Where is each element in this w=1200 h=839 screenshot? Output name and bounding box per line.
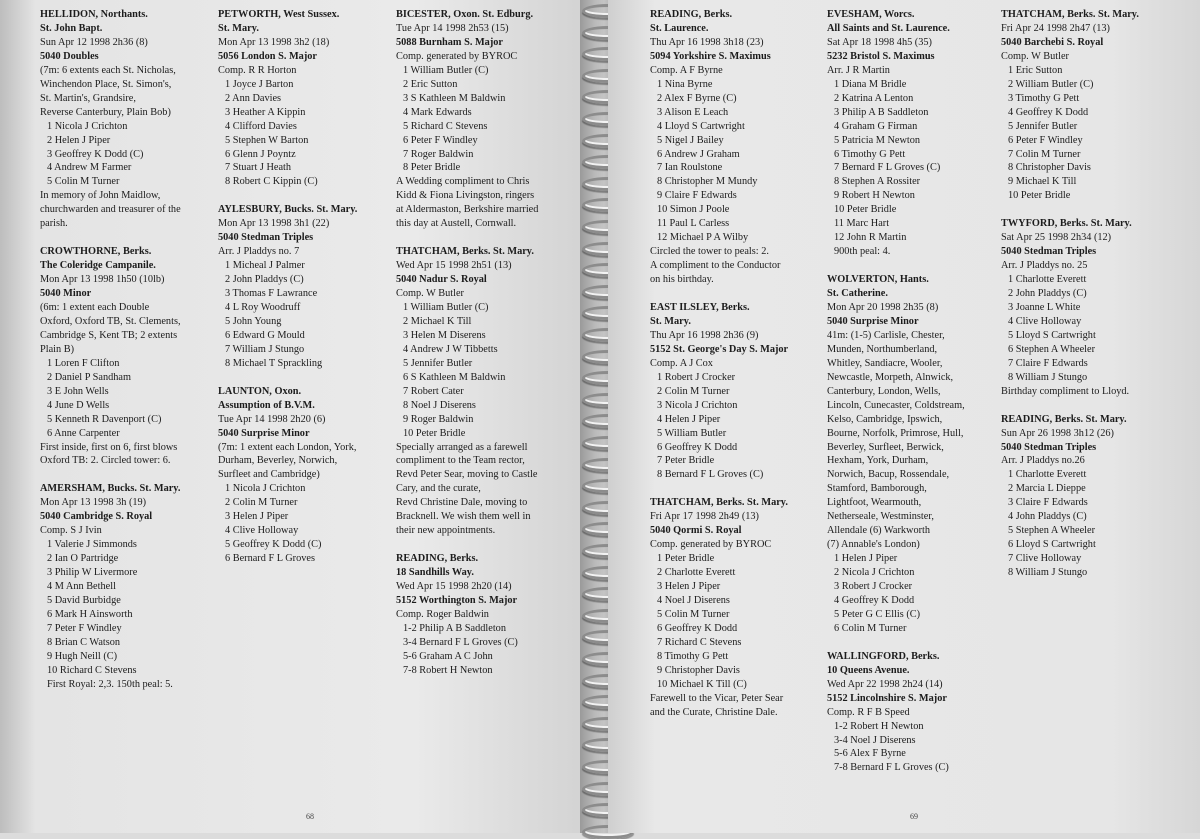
peal-text-line: 6 Anne Carpenter bbox=[47, 427, 120, 439]
peal-text-line: 4 M Ann Bethell bbox=[47, 581, 116, 593]
peal-text-line: 6 Peter F Windley bbox=[403, 134, 478, 146]
peal-text-line: Wed Apr 15 1998 2h20 (14) bbox=[396, 581, 512, 593]
peal-text-line: 6 Peter F Windley bbox=[1008, 134, 1083, 146]
peal-text-line: 7 Claire F Edwards bbox=[1008, 357, 1088, 369]
peal-text-line: Comp. A F Byrne bbox=[650, 64, 723, 76]
peal-heading-line: St. Catherine. bbox=[827, 288, 888, 300]
peal-text-line: 10 Michael K Till (C) bbox=[657, 678, 747, 690]
peal-heading-line: 5152 Worthington S. Major bbox=[396, 595, 518, 606]
peal-text-line: 2 Daniel P Sandham bbox=[47, 371, 131, 383]
peal-text-line: parish. bbox=[40, 218, 68, 230]
spacer bbox=[218, 189, 396, 203]
peal-text-line: 8 Brian C Watson bbox=[47, 636, 121, 648]
spacer bbox=[1001, 203, 1179, 217]
peal-text-line: 7 Peter Bridle bbox=[657, 455, 715, 467]
right-column-3 bbox=[1001, 8, 1179, 580]
peal-text-line: 9 Roger Baldwin bbox=[403, 413, 474, 425]
peal-text-line: Comp. R R Horton bbox=[218, 64, 297, 76]
peal-text-line: 11 Marc Hart bbox=[834, 218, 890, 230]
peal-text-line: 900th peal: 4. bbox=[834, 246, 891, 258]
peal-text-line: 5 Stephen W Barton bbox=[225, 134, 309, 146]
spacer bbox=[396, 231, 574, 245]
spacer bbox=[40, 231, 218, 245]
peal-text-line: 4 Andrew J W Tibbetts bbox=[403, 343, 498, 355]
peal-text-line: 1 Nicola J Crichton bbox=[225, 483, 306, 495]
peal-text-line: Netherseale, Westminster, bbox=[827, 511, 934, 523]
peal-text-line: Comp. W Butler bbox=[1001, 50, 1069, 62]
peal-text-line: Allendale (6) Warkworth bbox=[827, 525, 931, 537]
peal-text-line: 10 Peter Bridle bbox=[1008, 190, 1071, 202]
peal-text-line: Revd Peter Sear, moving to Castle bbox=[396, 469, 538, 481]
peal-text-line: 3 Claire F Edwards bbox=[1008, 497, 1088, 509]
peal-text-line: St. Martin's, Grandsire, bbox=[40, 92, 136, 104]
left-column-1 bbox=[40, 8, 218, 692]
peal-text-line: 5 Jennifer Butler bbox=[1008, 120, 1078, 132]
peal-text-line: 9 Michael K Till bbox=[1008, 176, 1077, 188]
spacer bbox=[827, 636, 1005, 650]
peal-heading-line: All Saints and St. Laurence. bbox=[827, 22, 950, 34]
peal-text-line: 41m: (1-5) Carlisle, Chester, bbox=[827, 329, 945, 341]
peal-text-line: 2 Alex F Byrne (C) bbox=[657, 92, 737, 104]
spacer bbox=[650, 482, 828, 496]
peal-text-line: Mon Apr 13 1998 3h (19) bbox=[40, 497, 147, 509]
peal-heading-line: Assumption of B.V.M. bbox=[218, 399, 315, 411]
page-number-left: 68 bbox=[306, 812, 314, 821]
peal-text-line: Lightfoot, Wearmouth, bbox=[827, 497, 922, 509]
peal-text-line: 4 Graham G Firman bbox=[834, 120, 918, 132]
peal-text-line: Comp. generated by BYROC bbox=[396, 50, 518, 62]
peal-text-line: this day at Austell, Cornwall. bbox=[396, 218, 517, 230]
peal-text-line: 4 Helen J Piper bbox=[657, 413, 721, 425]
peal-text-line: Comp. generated by BYROC bbox=[650, 539, 772, 551]
peal-text-line: Mon Apr 13 1998 3h2 (18) bbox=[218, 36, 330, 48]
peal-text-line: Revd Christine Dale, moving to bbox=[396, 497, 528, 509]
peal-heading-line: 18 Sandhills Way. bbox=[396, 567, 474, 579]
peal-text-line: 7-8 Bernard F L Groves (C) bbox=[834, 762, 949, 774]
peal-text-line: 6 Geoffrey K Dodd bbox=[657, 622, 738, 634]
peal-text-line: 4 Andrew M Farmer bbox=[47, 162, 132, 174]
peal-text-line: 7 William J Stungo bbox=[225, 343, 305, 355]
peal-heading-line: 5040 Qormi S. Royal bbox=[650, 525, 742, 537]
peal-text-line: 8 Stephen A Rossiter bbox=[834, 176, 921, 188]
peal-text-line: 8 Timothy G Pett bbox=[657, 650, 729, 662]
spacer bbox=[650, 287, 828, 301]
peal-text-line: 3-4 Noel J Diserens bbox=[834, 734, 916, 746]
left-column-3 bbox=[396, 8, 574, 678]
peal-text-line: 1 Joyce J Barton bbox=[225, 78, 294, 90]
peal-text-line: 5 Lloyd S Cartwright bbox=[1008, 329, 1096, 341]
peal-heading-line: WOLVERTON, Hants. bbox=[827, 274, 929, 286]
peal-text-line: on his birthday. bbox=[650, 274, 714, 286]
peal-text-line: 1 Valerie J Simmonds bbox=[47, 539, 137, 551]
peal-text-line: 6 Edward G Mould bbox=[225, 329, 305, 341]
peal-text-line: 1 Loren F Clifton bbox=[47, 357, 120, 369]
peal-text-line: 8 William J Stungo bbox=[1008, 567, 1088, 579]
peal-heading-line: 5040 Nadur S. Royal bbox=[396, 274, 487, 286]
peal-text-line: Sun Apr 26 1998 3h12 (26) bbox=[1001, 427, 1114, 439]
peal-text-line: Thu Apr 16 1998 3h18 (23) bbox=[650, 36, 764, 48]
peal-text-line: 2 Eric Sutton bbox=[403, 78, 458, 90]
peal-heading-line: THATCHAM, Berks. St. Mary. bbox=[1001, 9, 1139, 20]
peal-heading-line: TWYFORD, Berks. St. Mary. bbox=[1001, 218, 1132, 230]
peal-text-line: 10 Richard C Stevens bbox=[47, 664, 137, 676]
peal-text-line: 4 John Pladdys (C) bbox=[1008, 511, 1087, 523]
peal-text-line: 3 Geoffrey K Dodd (C) bbox=[47, 148, 144, 160]
peal-heading-line: HELLIDON, Northants. bbox=[40, 9, 148, 20]
peal-text-line: 2 Marcia L Dieppe bbox=[1008, 483, 1086, 495]
peal-text-line: 3 Philip W Livermore bbox=[47, 567, 138, 579]
spacer bbox=[396, 538, 574, 552]
peal-text-line: Comp. A J Cox bbox=[650, 357, 713, 369]
peal-heading-line: St. Mary. bbox=[218, 22, 259, 34]
peal-heading-line: 5232 Bristol S. Maximus bbox=[827, 50, 935, 62]
peal-text-line: Comp. R F B Speed bbox=[827, 706, 910, 718]
peal-heading-line: 5152 Lincolnshire S. Major bbox=[827, 692, 947, 704]
peal-text-line: 8 Christopher Davis bbox=[1008, 162, 1091, 174]
peal-text-line: 6 Glenn J Poyntz bbox=[225, 148, 296, 160]
peal-text-line: 1-2 Philip A B Saddleton bbox=[403, 622, 506, 634]
peal-text-line: 8 William J Stungo bbox=[1008, 371, 1088, 383]
peal-heading-line: 5040 Stedman Triples bbox=[218, 232, 314, 244]
peal-text-line: Circled the tower to peals: 2. bbox=[650, 246, 769, 258]
peal-text-line: 12 John R Martin bbox=[834, 232, 907, 244]
peal-text-line: 2 Katrina A Lenton bbox=[834, 92, 914, 104]
peal-text-line: 5 Richard C Stevens bbox=[403, 120, 488, 132]
left-column-2 bbox=[218, 8, 396, 566]
peal-text-line: 6 S Kathleen M Baldwin bbox=[403, 371, 506, 383]
peal-text-line: 9 Hugh Neill (C) bbox=[47, 650, 118, 662]
peal-text-line: 5 Patricia M Newton bbox=[834, 134, 921, 146]
peal-text-line: Specially arranged as a farewell bbox=[396, 441, 528, 453]
peal-text-line: 8 Christopher M Mundy bbox=[657, 176, 758, 188]
peal-text-line: 2 Ian O Partridge bbox=[47, 553, 119, 565]
peal-heading-line: 5152 St. George's Day S. Major bbox=[650, 343, 789, 355]
peal-heading-line: 5040 Surprise Minor bbox=[827, 315, 919, 327]
peal-text-line: 10 Peter Bridle bbox=[403, 427, 466, 439]
peal-text-line: 2 Helen J Piper bbox=[47, 134, 111, 146]
peal-text-line: compliment to the Team rector, bbox=[396, 455, 525, 467]
peal-heading-line: 5094 Yorkshire S. Maximus bbox=[650, 50, 771, 62]
peal-text-line: 7 Robert Cater bbox=[403, 385, 464, 397]
peal-text-line: Arr. J Pladdys no. 25 bbox=[1001, 260, 1088, 272]
peal-text-line: Mon Apr 20 1998 2h35 (8) bbox=[827, 302, 939, 313]
peal-text-line: 1 Nicola J Crichton bbox=[47, 120, 128, 132]
peal-text-line: 1-2 Robert H Newton bbox=[834, 720, 924, 732]
peal-text-line: Bourne, Norfolk, Primrose, Hull, bbox=[827, 427, 964, 439]
peal-text-line: 1 Charlotte Everett bbox=[1008, 469, 1087, 481]
peal-text-line: 7 Clive Holloway bbox=[1008, 553, 1082, 565]
peal-text-line: 5 Colin M Turner bbox=[657, 608, 730, 620]
left-page bbox=[0, 0, 592, 833]
peal-text-line: 2 Michael K Till bbox=[403, 315, 472, 327]
peal-text-line: 5 Nigel J Bailey bbox=[657, 134, 724, 146]
peal-text-line: Cambridge S, Kent TB; 2 extents bbox=[40, 329, 178, 341]
peal-text-line: (7m: 6 extents each St. Nicholas, bbox=[40, 64, 176, 76]
peal-text-line: 4 Geoffrey K Dodd bbox=[834, 595, 915, 607]
peal-text-line: Wed Apr 15 1998 2h51 (13) bbox=[396, 260, 512, 272]
peal-text-line: 6 Bernard F L Groves bbox=[225, 553, 315, 565]
peal-text-line: at Aldermaston, Berkshire married bbox=[396, 204, 539, 216]
peal-text-line: 3 Helen M Diserens bbox=[403, 329, 486, 341]
peal-text-line: Beverley, Surfleet, Berwick, bbox=[827, 441, 944, 453]
peal-text-line: 1 Robert J Crocker bbox=[657, 371, 736, 383]
peal-text-line: 5 Kenneth R Davenport (C) bbox=[47, 413, 162, 425]
peal-text-line: Whitley, Sandiacre, Wooler, bbox=[827, 357, 943, 369]
peal-text-line: 1 Micheal J Palmer bbox=[225, 260, 305, 272]
peal-text-line: Kidd & Fiona Livingston, ringers bbox=[396, 190, 535, 202]
peal-heading-line: 5040 Stedman Triples bbox=[1001, 441, 1097, 453]
peal-text-line: 8 Peter Bridle bbox=[403, 162, 461, 174]
peal-text-line: Surfleet and Cambridge) bbox=[218, 469, 320, 481]
peal-heading-line: LAUNTON, Oxon. bbox=[218, 385, 302, 397]
peal-heading-line: AMERSHAM, Bucks. St. Mary. bbox=[40, 483, 181, 495]
peal-text-line: Oxford, Oxford TB, St. Clements, bbox=[40, 315, 181, 327]
peal-text-line: 7-8 Robert H Newton bbox=[403, 664, 493, 676]
peal-text-line: Comp. W Butler bbox=[396, 288, 464, 300]
peal-text-line: 4 Noel J Diserens bbox=[657, 595, 730, 606]
peal-text-line: 8 Noel J Diserens bbox=[403, 399, 476, 411]
peal-text-line: 3 E John Wells bbox=[47, 385, 109, 397]
peal-text-line: 3 Heather A Kippin bbox=[225, 106, 306, 118]
peal-text-line: 3 Helen J Piper bbox=[225, 511, 289, 523]
peal-text-line: Stamford, Bamborough, bbox=[827, 483, 927, 495]
peal-text-line: Mon Apr 13 1998 3h1 (22) bbox=[218, 218, 330, 230]
peal-text-line: 1 William Butler (C) bbox=[403, 64, 489, 76]
peal-text-line: Newcastle, Morpeth, Alnwick, bbox=[827, 371, 954, 383]
peal-text-line: 2 John Pladdys (C) bbox=[1008, 288, 1087, 300]
peal-text-line: 11 Paul L Carless bbox=[657, 218, 730, 230]
spacer bbox=[1001, 399, 1179, 413]
peal-text-line: 3 Timothy G Pett bbox=[1008, 92, 1080, 104]
peal-text-line: 9 Claire F Edwards bbox=[657, 190, 737, 202]
peal-text-line: 5-6 Alex F Byrne bbox=[834, 748, 906, 760]
peal-text-line: their new appointments. bbox=[396, 525, 496, 537]
peal-text-line: 1 Diana M Bridle bbox=[834, 78, 907, 90]
peal-text-line: Fri Apr 17 1998 2h49 (13) bbox=[650, 511, 759, 523]
right-column-2 bbox=[827, 8, 1005, 775]
peal-text-line: Thu Apr 16 1998 2h36 (9) bbox=[650, 329, 759, 341]
peal-heading-line: St. Mary. bbox=[650, 315, 691, 327]
peal-text-line: (7m: 1 extent each London, York, bbox=[218, 441, 357, 453]
peal-text-line: 7 Bernard F L Groves (C) bbox=[834, 162, 941, 174]
peal-text-line: 8 Michael T Sprackling bbox=[225, 357, 323, 369]
peal-text-line: Sat Apr 25 1998 2h34 (12) bbox=[1001, 232, 1112, 244]
right-page bbox=[608, 0, 1200, 833]
peal-text-line: 6 Timothy G Pett bbox=[834, 148, 906, 160]
peal-heading-line: 5040 Surprise Minor bbox=[218, 427, 310, 439]
peal-text-line: 5 Geoffrey K Dodd (C) bbox=[225, 539, 322, 551]
peal-heading-line: THATCHAM, Berks. St. Mary. bbox=[396, 246, 534, 258]
peal-text-line: Mon Apr 13 1998 1h50 (10lb) bbox=[40, 274, 165, 286]
peal-text-line: Winchendon Place, St. Simon's, bbox=[40, 78, 172, 90]
peal-text-line: 8 Bernard F L Groves (C) bbox=[657, 469, 764, 481]
peal-text-line: 7 Richard C Stevens bbox=[657, 636, 742, 648]
peal-text-line: 3-4 Bernard F L Groves (C) bbox=[403, 636, 518, 648]
peal-text-line: 1 Helen J Piper bbox=[834, 553, 898, 565]
peal-text-line: 4 Clifford Davies bbox=[225, 120, 297, 132]
peal-text-line: A Wedding compliment to Chris bbox=[396, 176, 530, 188]
peal-text-line: 7 Roger Baldwin bbox=[403, 148, 474, 160]
page-number-right: 69 bbox=[910, 812, 918, 821]
peal-text-line: 12 Michael P A Wilby bbox=[657, 232, 749, 244]
peal-heading-line: The Coleridge Campanile. bbox=[40, 260, 156, 272]
peal-text-line: Canterbury, London, Wells, bbox=[827, 385, 941, 397]
peal-text-line: 1 Eric Sutton bbox=[1008, 64, 1063, 76]
spacer bbox=[827, 259, 1005, 273]
peal-text-line: Birthday compliment to Lloyd. bbox=[1001, 385, 1130, 397]
peal-text-line: 3 Helen J Piper bbox=[657, 581, 721, 593]
peal-text-line: 5 William Butler bbox=[657, 427, 727, 439]
peal-text-line: Farewell to the Vicar, Peter Sear bbox=[650, 692, 784, 704]
peal-text-line: First Royal: 2,3. 150th peal: 5. bbox=[47, 678, 173, 690]
peal-heading-line: PETWORTH, West Sussex. bbox=[218, 9, 340, 20]
peal-heading-line: BICESTER, Oxon. St. Edburg. bbox=[396, 9, 534, 20]
peal-text-line: Tue Apr 14 1998 2h53 (15) bbox=[396, 22, 509, 34]
peal-text-line: 4 L Roy Woodruff bbox=[225, 302, 301, 313]
peal-text-line: Arr. J Pladdys no. 7 bbox=[218, 246, 300, 258]
peal-text-line: A compliment to the Conductor bbox=[650, 260, 781, 272]
peal-text-line: Tue Apr 14 1998 2h20 (6) bbox=[218, 413, 326, 425]
peal-heading-line: St. Laurence. bbox=[650, 22, 709, 34]
peal-text-line: 5 Colin M Turner bbox=[47, 176, 120, 188]
peal-text-line: 7 Stuart J Heath bbox=[225, 162, 292, 174]
peal-heading-line: 5088 Burnham S. Major bbox=[396, 36, 503, 48]
peal-text-line: Sun Apr 12 1998 2h36 (8) bbox=[40, 36, 148, 48]
peal-text-line: 5 Stephen A Wheeler bbox=[1008, 525, 1096, 537]
peal-text-line: 5-6 Graham A C John bbox=[403, 650, 493, 662]
peal-text-line: 3 Thomas F Lawrance bbox=[225, 288, 318, 300]
peal-text-line: 3 Joanne L White bbox=[1008, 302, 1081, 313]
peal-text-line: (7) Annable's London) bbox=[827, 539, 920, 551]
peal-text-line: 6 Geoffrey K Dodd bbox=[657, 441, 738, 453]
peal-text-line: Comp. S J Ivin bbox=[40, 525, 102, 537]
peal-text-line: 1 Charlotte Everett bbox=[1008, 274, 1087, 286]
peal-text-line: 5 David Burbidge bbox=[47, 595, 121, 606]
peal-text-line: 3 S Kathleen M Baldwin bbox=[403, 92, 506, 104]
peal-text-line: 7 Ian Roulstone bbox=[657, 162, 723, 174]
peal-text-line: Lincoln, Cunecaster, Coldstream, bbox=[827, 399, 965, 411]
peal-text-line: 4 Geoffrey K Dodd bbox=[1008, 106, 1089, 118]
peal-heading-line: EAST ILSLEY, Berks. bbox=[650, 302, 750, 313]
peal-text-line: 3 Alison E Leach bbox=[657, 106, 729, 118]
spacer bbox=[40, 468, 218, 482]
spacer bbox=[218, 371, 396, 385]
peal-text-line: 3 Philip A B Saddleton bbox=[834, 106, 929, 118]
peal-text-line: Fri Apr 24 1998 2h47 (13) bbox=[1001, 22, 1110, 34]
peal-heading-line: St. John Bapt. bbox=[40, 22, 103, 34]
peal-text-line: 1 Nina Byrne bbox=[657, 78, 713, 90]
peal-heading-line: 5040 Minor bbox=[40, 288, 92, 300]
peal-text-line: 7 Peter F Windley bbox=[47, 622, 122, 634]
peal-text-line: 5 Jennifer Butler bbox=[403, 357, 473, 369]
peal-text-line: Bracknell. We wish them well in bbox=[396, 511, 531, 523]
peal-text-line: 1 William Butler (C) bbox=[403, 302, 489, 313]
peal-text-line: Arr. J Pladdys no.26 bbox=[1001, 455, 1085, 467]
peal-text-line: 7 Colin M Turner bbox=[1008, 148, 1081, 160]
peal-text-line: 10 Peter Bridle bbox=[834, 204, 897, 216]
peal-text-line: 2 Nicola J Crichton bbox=[834, 567, 915, 579]
peal-heading-line: 5040 Stedman Triples bbox=[1001, 246, 1097, 258]
peal-text-line: 3 Nicola J Crichton bbox=[657, 399, 738, 411]
peal-text-line: Cary, and the curate, bbox=[396, 483, 481, 495]
peal-heading-line: EVESHAM, Worcs. bbox=[827, 9, 915, 20]
peal-heading-line: 10 Queens Avenue. bbox=[827, 664, 910, 676]
peal-text-line: Munden, Northumberland, bbox=[827, 343, 938, 355]
peal-text-line: 5 Peter G C Ellis (C) bbox=[834, 608, 921, 620]
peal-text-line: 4 Lloyd S Cartwright bbox=[657, 120, 745, 132]
right-column-1 bbox=[650, 8, 828, 720]
peal-text-line: Arr. J R Martin bbox=[827, 64, 890, 76]
peal-text-line: and the Curate, Christine Dale. bbox=[650, 706, 778, 718]
peal-text-line: Comp. Roger Baldwin bbox=[396, 608, 489, 620]
peal-text-line: 10 Simon J Poole bbox=[657, 204, 730, 216]
peal-text-line: 4 Clive Holloway bbox=[225, 525, 299, 537]
peal-text-line: 3 Robert J Crocker bbox=[834, 581, 913, 593]
peal-text-line: Hexham, York, Durham, bbox=[827, 455, 929, 467]
peal-text-line: 9 Robert H Newton bbox=[834, 190, 915, 202]
peal-text-line: 4 June D Wells bbox=[47, 399, 110, 411]
peal-heading-line: READING, Berks. bbox=[396, 553, 479, 565]
peal-text-line: 9 Christopher Davis bbox=[657, 664, 740, 676]
peal-text-line: Reverse Canterbury, Plain Bob) bbox=[40, 106, 171, 118]
peal-text-line: 6 Andrew J Graham bbox=[657, 148, 740, 160]
peal-text-line: Plain B) bbox=[40, 343, 75, 355]
peal-text-line: 4 Clive Holloway bbox=[1008, 315, 1082, 327]
peal-text-line: 6 Colin M Turner bbox=[834, 622, 907, 634]
peal-heading-line: 5040 Doubles bbox=[40, 50, 99, 62]
peal-text-line: First inside, first on 6, first blows bbox=[40, 441, 178, 453]
peal-text-line: churchwarden and treasurer of the bbox=[40, 204, 181, 216]
peal-heading-line: WALLINGFORD, Berks. bbox=[827, 650, 940, 662]
peal-text-line: 2 Colin M Turner bbox=[225, 497, 298, 509]
peal-heading-line: 5056 London S. Major bbox=[218, 50, 317, 62]
peal-text-line: 2 John Pladdys (C) bbox=[225, 274, 304, 286]
peal-text-line: 2 Ann Davies bbox=[225, 92, 282, 104]
peal-heading-line: CROWTHORNE, Berks. bbox=[40, 246, 152, 258]
peal-text-line: 4 Mark Edwards bbox=[403, 106, 472, 118]
peal-text-line: 5 John Young bbox=[225, 315, 282, 327]
peal-text-line: Wed Apr 22 1998 2h24 (14) bbox=[827, 678, 943, 690]
peal-text-line: 2 William Butler (C) bbox=[1008, 78, 1094, 90]
peal-heading-line: 5040 Barchebi S. Royal bbox=[1001, 36, 1104, 48]
peal-heading-line: THATCHAM, Berks. St. Mary. bbox=[650, 497, 788, 509]
peal-text-line: 6 Mark H Ainsworth bbox=[47, 608, 133, 620]
peal-text-line: 8 Robert C Kippin (C) bbox=[225, 176, 318, 188]
peal-text-line: 6 Lloyd S Cartwright bbox=[1008, 539, 1096, 551]
peal-heading-line: AYLESBURY, Bucks. St. Mary. bbox=[218, 204, 358, 216]
peal-text-line: 1 Peter Bridle bbox=[657, 553, 715, 565]
peal-text-line: Durham, Beverley, Norwich, bbox=[218, 455, 338, 467]
peal-text-line: 2 Charlotte Everett bbox=[657, 567, 736, 579]
peal-text-line: Oxford TB: 2. Circled tower: 6. bbox=[40, 455, 171, 467]
peal-heading-line: READING, Berks. St. Mary. bbox=[1001, 413, 1127, 425]
peal-text-line: Sat Apr 18 1998 4h5 (35) bbox=[827, 36, 932, 48]
peal-text-line: Kelso, Cambridge, Ipswich, bbox=[827, 413, 943, 425]
peal-text-line: 2 Colin M Turner bbox=[657, 385, 730, 397]
peal-text-line: Norwich, Bacup, Rossendale, bbox=[827, 469, 950, 481]
peal-text-line: In memory of John Maidlow, bbox=[40, 190, 161, 202]
peal-text-line: 6 Stephen A Wheeler bbox=[1008, 343, 1096, 355]
peal-heading-line: 5040 Cambridge S. Royal bbox=[40, 511, 153, 523]
peal-text-line: (6m: 1 extent each Double bbox=[40, 302, 150, 313]
peal-heading-line: READING, Berks. bbox=[650, 9, 733, 20]
